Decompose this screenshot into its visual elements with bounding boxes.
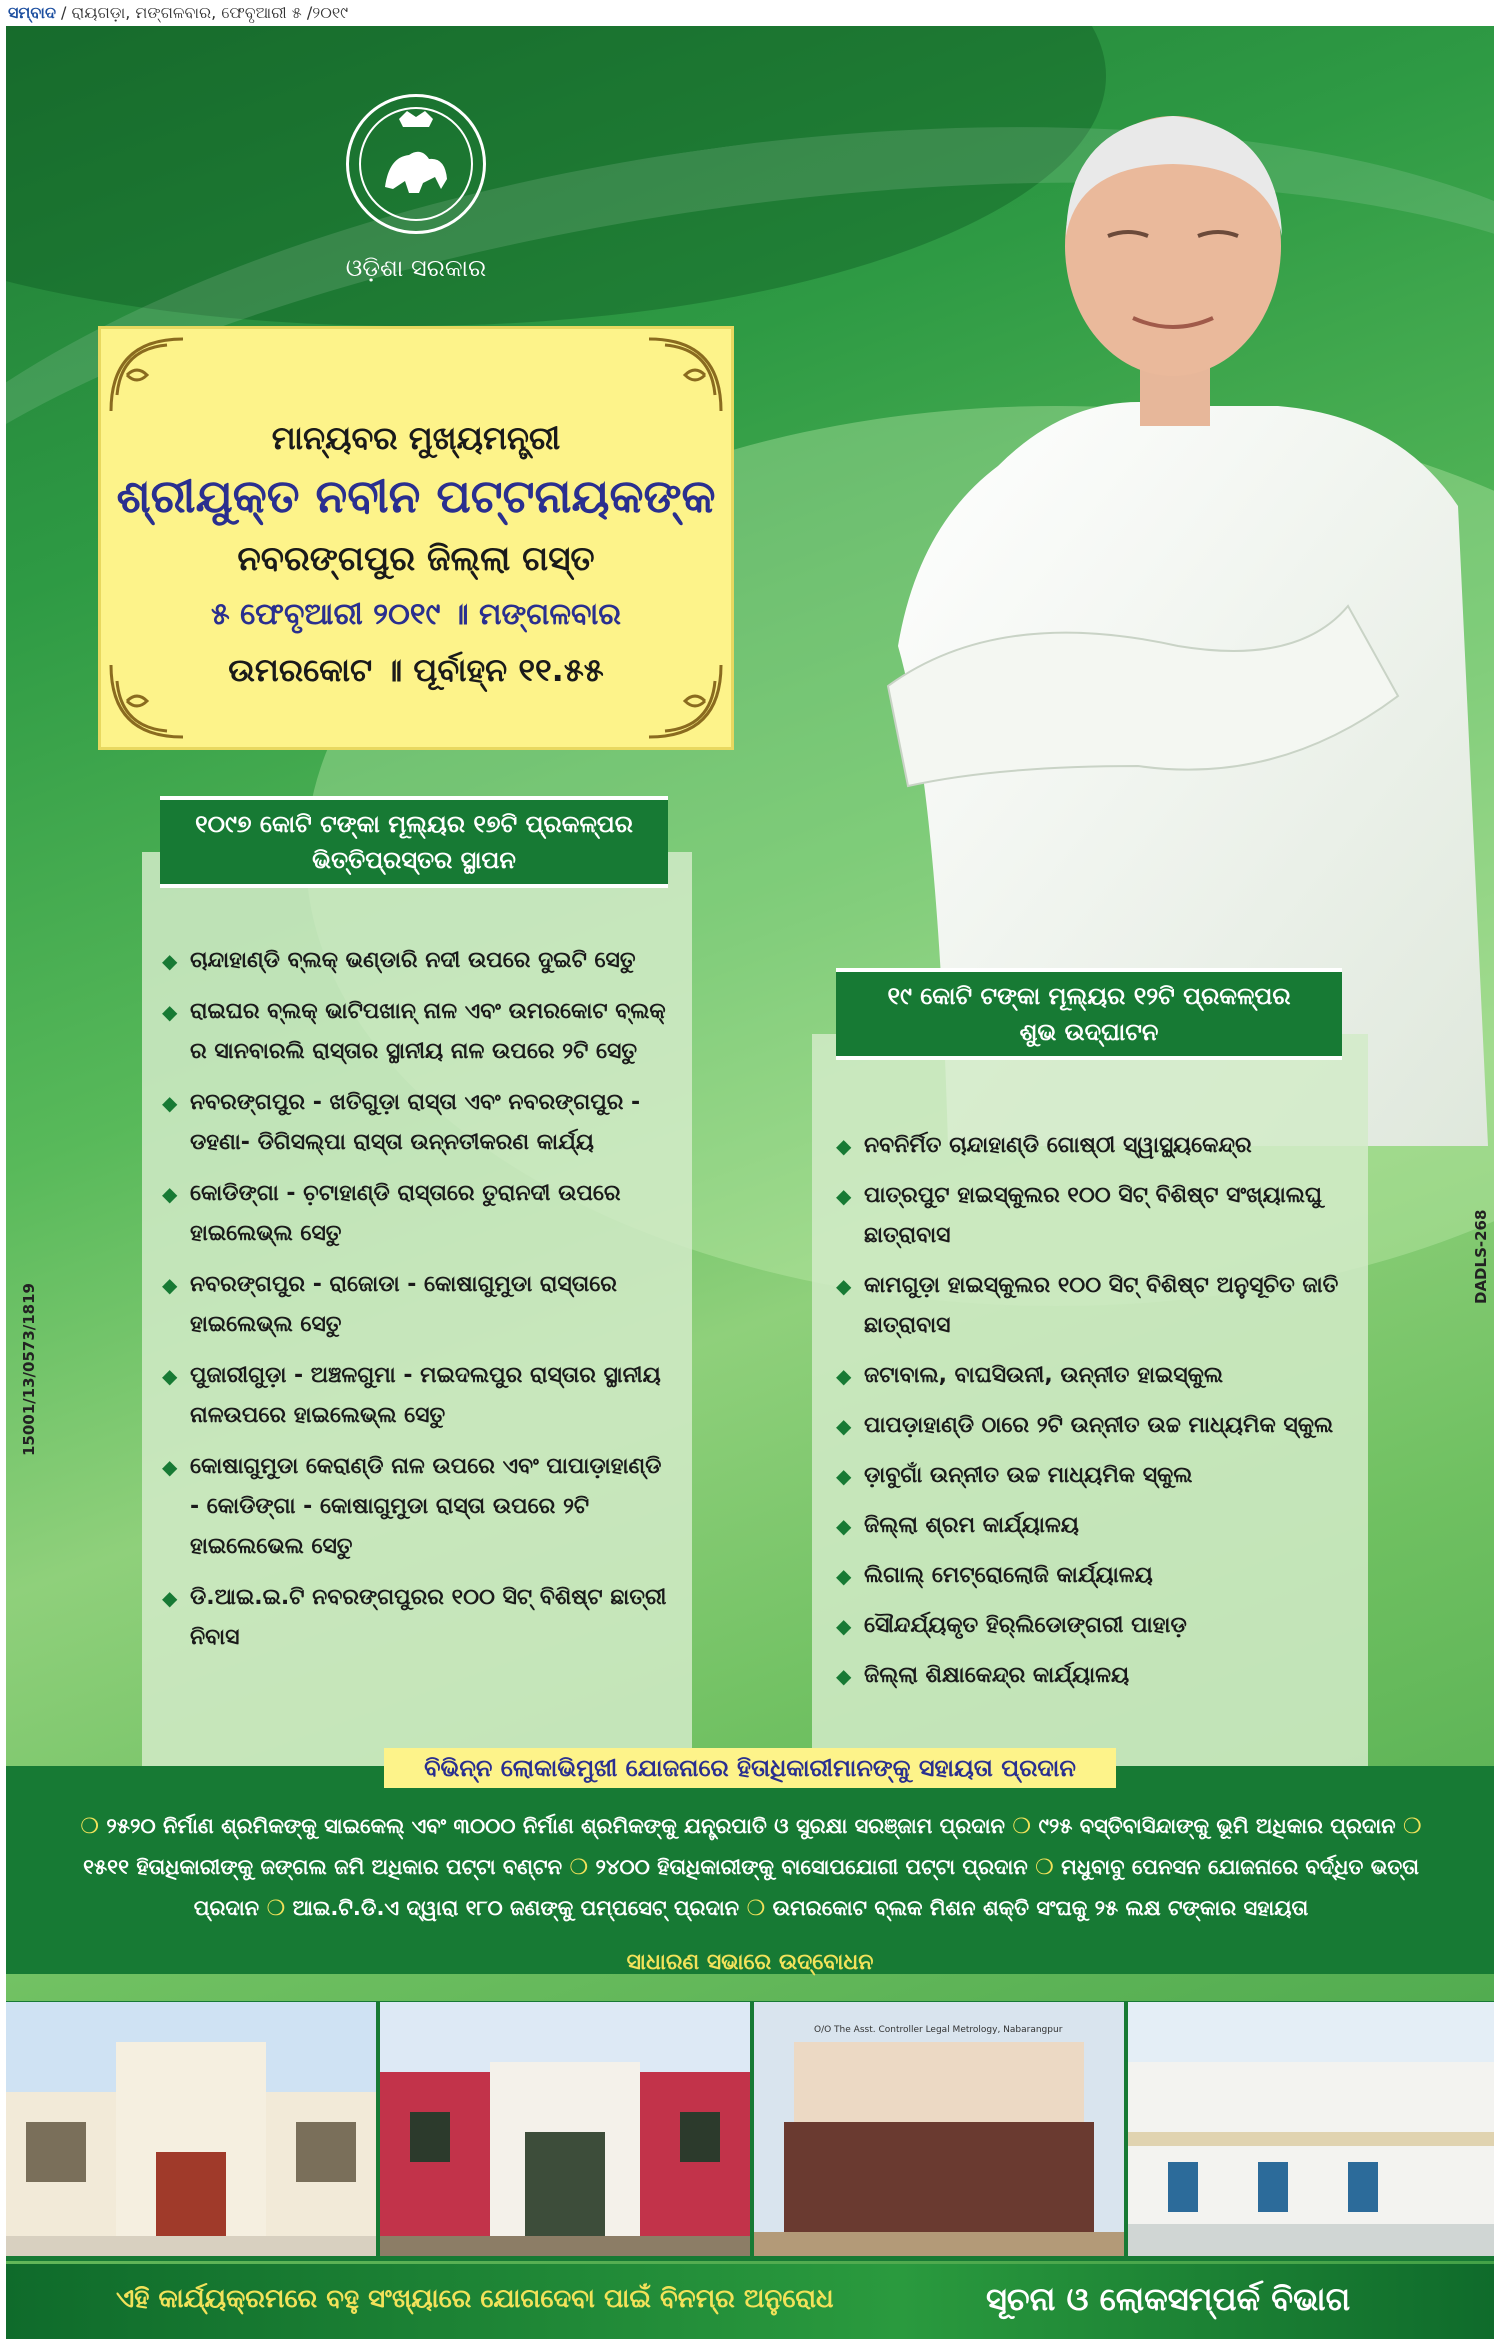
list-item xyxy=(836,1656,1356,1696)
photo-health-centre xyxy=(6,2002,376,2256)
bullet-icon: ❍ xyxy=(1035,1855,1054,1879)
photo-caption: O/O The Asst. Controller Legal Metrology, Nabarangpur xyxy=(814,2025,1063,2035)
list-item xyxy=(836,1126,1356,1166)
list-item-text: ଜଟାବାଲ, ବାଘସିଉନୀ, ଉନ୍ନୀତ ହାଇସ୍କୁଲ xyxy=(864,1363,1224,1388)
bullet-icon: ❍ xyxy=(266,1896,286,1920)
list-item-text: କୋଡିଙ୍ଗା - ଚ଼ଟାହାଣ୍ଡି ରାସ୍ତାରେ ତୁରାନଦୀ ଉପରେ ହାଇଲେଭ୍‌ଲ ସେତୁ xyxy=(190,1181,621,1246)
masthead-brand: ସମ୍ବାଦ xyxy=(8,3,56,22)
diamond-bullet-icon: ◆ xyxy=(836,1514,852,1538)
assistance-item: ଆଇ.ଟି.ଡି.ଏ ଦ୍ୱାରା ୧୮୦ ଜଣଙ୍କୁ ପମ୍ପସେଟ୍ ପ୍ରଦାନ xyxy=(292,1896,740,1920)
list-item xyxy=(836,1356,1356,1396)
list-item-text: ପାପଡ଼ାହାଣ୍ଡି ଠାରେ ୨ଟି ଉନ୍ନୀତ ଉଚ୍ଚ ମାଧ୍ୟମିକ ସ୍କୁଲ xyxy=(864,1413,1334,1438)
ornament-icon xyxy=(107,335,187,415)
list-item xyxy=(162,1578,672,1658)
diamond-bullet-icon: ◆ xyxy=(162,1000,178,1024)
list-item xyxy=(162,992,672,1072)
foundation-list xyxy=(162,941,672,1669)
diamond-bullet-icon: ◆ xyxy=(836,1364,852,1388)
government-name: ଓଡ଼ିଶା ସରକାର xyxy=(345,254,487,282)
list-item-text: କୋଷାଗୁମୁଡା କେରାଣ୍ଡି ନାଳ ଉପରେ ଏବଂ ପାପାଡ଼ାହାଣ୍ଡି - କୋଡିଙ୍ଗା - କୋଷାଗୁମୁଡା ରାସ୍ତା ଉପରେ ୨ଟି ହାଇଲେଭେଲ ସେତୁ xyxy=(190,1454,662,1559)
footer-request: ଏହି କାର୍ଯ୍ୟକ୍ରମରେ ବହୁ ସଂଖ୍ୟାରେ ଯୋଗଦେବା ପାଇଁ ବିନମ୍ର ଅନୁରୋଧ xyxy=(116,2284,834,2314)
bullet-icon: ❍ xyxy=(1402,1814,1422,1838)
advertisement xyxy=(6,26,1494,2339)
list-item-text: ପାତ୍ରପୁଟ ହାଇସ୍କୁଲର ୧୦୦ ସିଟ୍ ବିଶିଷ୍ଟ ସଂଖ୍ୟାଲଘୁ ଛାତ୍ରାବାସ xyxy=(864,1183,1322,1248)
photo-hostel-building xyxy=(1128,2002,1494,2256)
list-item xyxy=(836,1176,1356,1256)
diamond-bullet-icon: ◆ xyxy=(836,1414,852,1438)
side-code-right: DADLS-268 xyxy=(1472,1209,1490,1304)
list-item-text: ନବନିର୍ମିତ ଚାନ୍ଦାହାଣ୍ଡି ଗୋଷ୍ଠୀ ସ୍ୱାସ୍ଥ୍ୟକେନ୍ଦ୍ର xyxy=(864,1133,1252,1158)
assistance-item: ଉମରକୋଟ ବ୍ଲକ ମିଶନ ଶକ୍ତି ସଂଘକୁ ୨୫ ଲକ୍ଷ ଟଙ୍କାର ସହାୟତା xyxy=(772,1896,1309,1920)
inauguration-heading-line-1: ୧୯ କୋଟି ଟଙ୍କା ମୂଲ୍ୟର ୧୨ଟି ପ୍ରକଳ୍ପର xyxy=(887,982,1291,1010)
title-box xyxy=(98,326,734,750)
list-item xyxy=(162,1447,672,1567)
odisha-emblem-icon xyxy=(346,94,486,234)
assistance-item: ମଧୁବାବୁ ପେନସନ ଯୋଜନାରେ ବର୍ଦ୍ଧିତ ଭତ୍ତା ପ୍ରଦାନ xyxy=(193,1855,1419,1920)
diamond-bullet-icon: ◆ xyxy=(162,1273,178,1297)
title-line-2: ଶ୍ରୀଯୁକ୍ତ ନବୀନ ପଟ୍ଟନାୟକଙ୍କ xyxy=(116,469,716,523)
inauguration-heading-line-2: ଶୁଭ ଉଦ୍‌ଘାଟନ xyxy=(1019,1018,1159,1046)
diamond-bullet-icon: ◆ xyxy=(836,1664,852,1688)
side-code-left: 15001/13/0573/1819 xyxy=(20,1283,38,1456)
list-item-text: ନବରଙ୍ଗପୁର - ଖତିଗୁଡ଼ା ରାସ୍ତା ଏବଂ ନବରଙ୍ଗପୁର - ଡହଣା- ଡିଗିସଲ୍‌ପା ରାସ୍ତା ଉନ୍ନତୀକରଣ କାର୍ଯ୍ୟ xyxy=(190,1090,641,1155)
list-item xyxy=(162,1083,672,1163)
list-item-text: ଡ଼ାବୁଗାଁ ଉନ୍ନୀତ ଉଚ୍ଚ ମାଧ୍ୟମିକ ସ୍କୁଲ xyxy=(864,1463,1193,1488)
list-item xyxy=(836,1606,1356,1646)
assistance-item: ୨୫୨୦ ନିର୍ମାଣ ଶ୍ରମିକଙ୍କୁ ସାଇକେଲ୍ ଏବଂ ୩୦୦୦ ନିର୍ମାଣ ଶ୍ରମିକଙ୍କୁ ଯନ୍ତ୍ରପାତି ଓ ସୁରକ୍ଷା ସରଞ୍ଜାମ ପ୍ରଦାନ xyxy=(106,1814,1005,1838)
diamond-bullet-icon: ◆ xyxy=(836,1134,852,1158)
list-item-text: କାମଗୁଡ଼ା ହାଇସ୍କୁଲର ୧୦୦ ସିଟ୍ ବିଶିଷ୍ଟ ଅନୁସୂଚିତ ଜାତି ଛାତ୍ରାବାସ xyxy=(864,1273,1339,1338)
list-item xyxy=(162,1174,672,1254)
newspaper-masthead xyxy=(0,0,1500,26)
foundation-heading xyxy=(160,796,668,888)
list-item-text: ଲିଗାଲ୍ ମେଟ୍ରୋଲୋଜି କାର୍ଯ୍ୟାଳୟ xyxy=(864,1563,1153,1588)
list-item-text: ଜିଲ୍ଲା ଶ୍ରମ କାର୍ଯ୍ୟାଳୟ xyxy=(864,1513,1079,1538)
diamond-bullet-icon: ◆ xyxy=(162,1364,178,1388)
list-item xyxy=(162,1265,672,1345)
list-item-text: ରାଇଘର ବ୍ଲକ୍ ଭାଟିପଖାନ୍ ନାଳ ଏବଂ ଉମରକୋଟ ବ୍ଲକ୍ ର ସାନବାରଲି ରାସ୍ତାର ସ୍ଥାନୀୟ ନାଳ ଉପରେ ୨ଟି ସେତୁ xyxy=(190,999,666,1064)
list-item xyxy=(162,941,672,981)
diamond-bullet-icon: ◆ xyxy=(162,949,178,973)
ornament-icon xyxy=(645,335,725,415)
list-item xyxy=(836,1556,1356,1596)
foundation-heading-line-2: ଭିତ୍ତିପ୍ରସ୍ତର ସ୍ଥାପନ xyxy=(312,846,516,874)
foundation-heading-line-1: ୧୦୯୭ କୋଟି ଟଙ୍କା ମୂଲ୍ୟର ୧୭ଟି ପ୍ରକଳ୍ପର xyxy=(195,810,633,838)
title-line-5: ଉମରକୋଟ ॥ ପୂର୍ବାହ୍ନ ୧୧.୫୫ xyxy=(228,651,604,689)
list-item xyxy=(836,1456,1356,1496)
photo-school-building xyxy=(380,2002,750,2256)
diamond-bullet-icon: ◆ xyxy=(162,1455,178,1479)
list-item-text: ଚାନ୍ଦାହାଣ୍ଡି ବ୍ଲକ୍ ଭଣ୍ଡାରି ନଦୀ ଉପରେ ଦୁଇଟି ସେତୁ xyxy=(190,948,636,973)
assistance-item: ୧୫୧୧ ହିତାଧିକାରୀଙ୍କୁ ଜଙ୍ଗଲ ଜମି ଅଧିକାର ପଟ୍ଟା ବଣ୍ଟନ xyxy=(83,1855,563,1879)
list-item xyxy=(836,1406,1356,1446)
assistance-text xyxy=(76,1806,1426,1929)
diamond-bullet-icon: ◆ xyxy=(162,1586,178,1610)
masthead-dateline: / ରାୟଗଡ଼ା, ମଙ୍ଗଳବାର, ଫେବୃଆରୀ ୫ /୨୦୧୯ xyxy=(55,3,349,22)
diamond-bullet-icon: ◆ xyxy=(162,1091,178,1115)
assistance-item: ୯୨୫ ବସ୍ତିବାସିନ୍ଦାଙ୍କୁ ଭୂମି ଅଧିକାର ପ୍ରଦାନ xyxy=(1038,1814,1396,1838)
bullet-icon: ❍ xyxy=(80,1814,100,1838)
list-item xyxy=(162,1356,672,1436)
list-item xyxy=(836,1266,1356,1346)
diamond-bullet-icon: ◆ xyxy=(836,1564,852,1588)
footer-department: ସୂଚନା ଓ ଲୋକସମ୍ପର୍କ ବିଭାଗ xyxy=(986,2280,1351,2318)
inauguration-heading xyxy=(836,968,1342,1060)
assistance-item: ୨୪୦୦ ହିତାଧିକାରୀଙ୍କୁ ବାସୋପଯୋଗୀ ପଟ୍ଟା ପ୍ରଦାନ xyxy=(595,1855,1028,1879)
title-line-3: ନବରଙ୍ଗପୁର ଜିଲ୍ଲା ଗସ୍ତ xyxy=(237,539,595,579)
list-item-text: ଜିଲ୍ଲା ଶିକ୍ଷାକେନ୍ଦ୍ର କାର୍ଯ୍ୟାଳୟ xyxy=(864,1663,1130,1688)
bullet-icon: ❍ xyxy=(569,1855,589,1879)
bullet-icon: ❍ xyxy=(746,1896,766,1920)
diamond-bullet-icon: ◆ xyxy=(836,1274,852,1298)
diamond-bullet-icon: ◆ xyxy=(836,1184,852,1208)
list-item-text: ନବରଙ୍ଗପୁର - ରାଜୋଡା - କୋଷାଗୁମୁଡା ରାସ୍ତାରେ ହାଇଲେଭ୍‌ଲ ସେତୁ xyxy=(190,1272,617,1337)
diamond-bullet-icon: ◆ xyxy=(836,1614,852,1638)
diamond-bullet-icon: ◆ xyxy=(836,1464,852,1488)
list-item-text: ପୁଜାରୀଗୁଡ଼ା - ଅଞ୍ଚଳଗୁମା - ମଇଦଲପୁର ରାସ୍ତାର ସ୍ଥାନୀୟ ନାଳଉପରେ ହାଇଲେଭ୍‌ଲ ସେତୁ xyxy=(190,1363,661,1428)
bullet-icon: ❍ xyxy=(1012,1814,1032,1838)
list-item-text: ସୌନ୍ଦର୍ଯ୍ୟକୃତ ହିର୍‌ଲିଡୋଙ୍ଗରୀ ପାହାଡ଼ xyxy=(864,1613,1187,1638)
title-line-1: ମାନ୍ୟବର ମୁଖ୍ୟମନ୍ତ୍ରୀ xyxy=(271,419,561,457)
title-line-4: ୫ ଫେବୃଆରୀ ୨୦୧୯ ॥ ମଙ୍ଗଳବାର xyxy=(210,597,622,632)
diamond-bullet-icon: ◆ xyxy=(162,1182,178,1206)
list-item xyxy=(836,1506,1356,1546)
photo-legal-metrology-office xyxy=(754,2002,1124,2256)
assistance-heading: ବିଭିନ୍ନ ଲୋକାଭିମୁଖୀ ଯୋଜନାରେ ହିତାଧିକାରୀମାନଙ୍କୁ ସହାୟତା ପ୍ରଦାନ xyxy=(384,1748,1116,1788)
list-item-text: ଡି.ଆଇ.ଇ.ଟି ନବରଙ୍ଗପୁରର ୧୦୦ ସିଟ୍ ବିଶିଷ୍ଟ ଛାତ୍ରୀ ନିବାସ xyxy=(190,1585,667,1650)
inauguration-list xyxy=(836,1126,1356,1706)
public-meeting-address: ସାଧାରଣ ସଭାରେ ଉଦ୍‌ବୋଧନ xyxy=(626,1950,874,1975)
